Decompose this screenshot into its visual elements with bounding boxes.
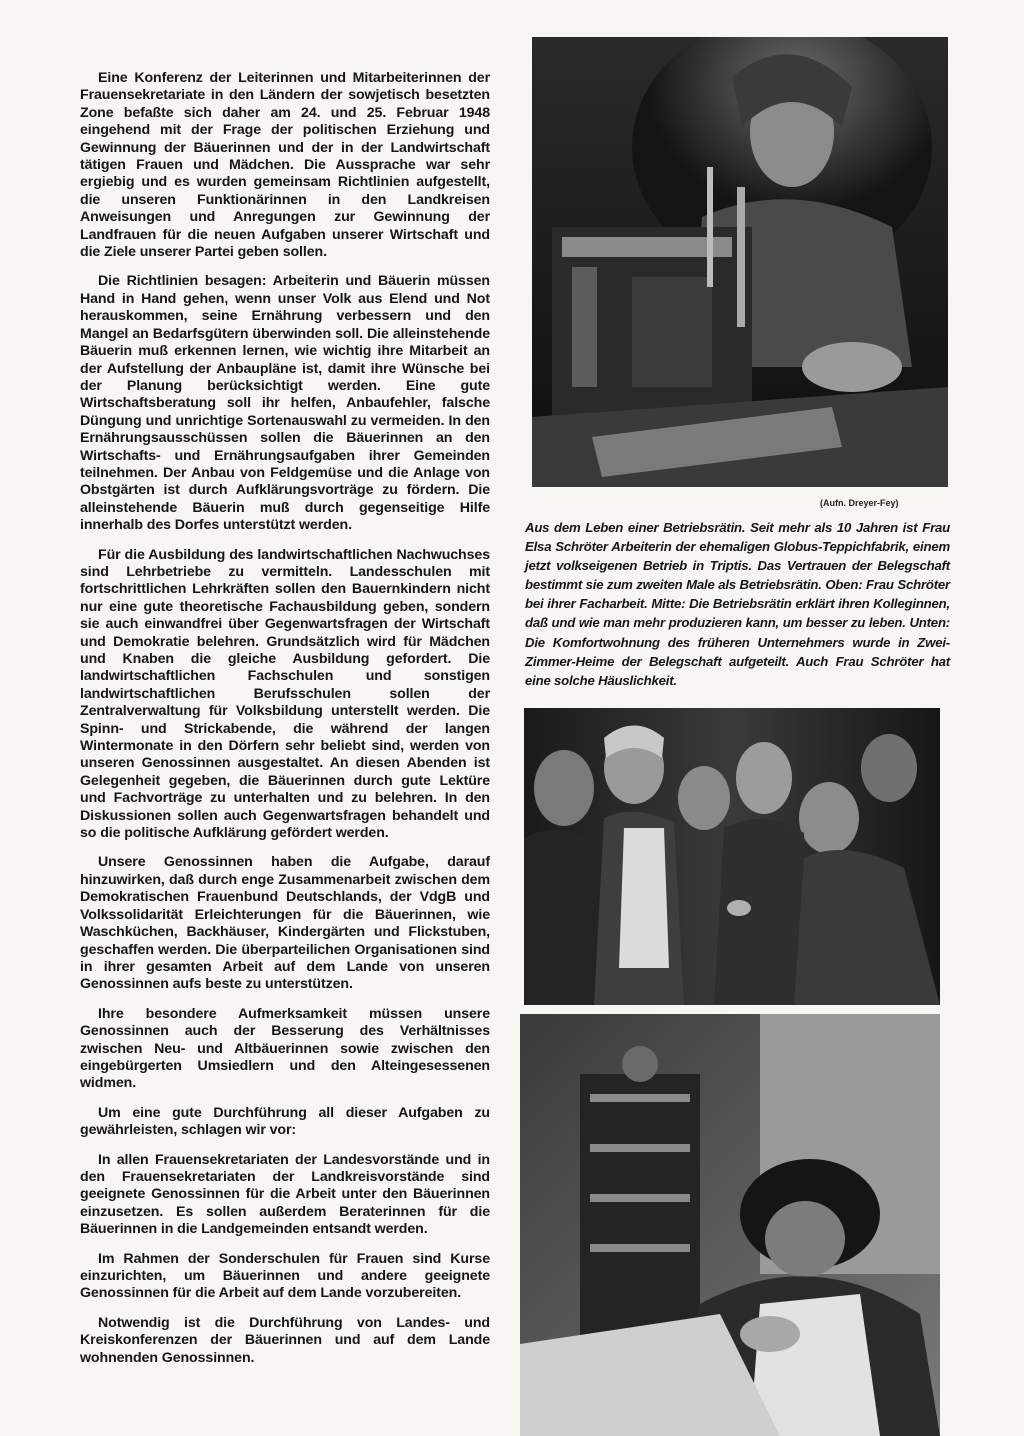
article-paragraph-3: Für die Ausbildung des landwirtschaftlichen Nachwuchses sind Lehrbetriebe zu vermitteln. Landesschulen mit fortschrittlichen Lehrkräften sollen den Bauernkindern nicht nur eine gute theoretische Fachausbildung geben, sondern sie auch einwandfrei über Gegenwartsfragen der Wirtschaft und Demokratie belehren. Grundsätzlich wird für Mädchen und Knaben die gleiche Ausbildung gefordert. Die landwirtschaftlichen Fachschulen und sonstigen landwirtschaftlichen Berufsschulen sollen der Zentralverwaltung für Volksbildung unterstellt werden. Die Spinn- und Strickabende, die während der langen Wintermonate in den Dörfern sehr beliebt sind, werden von unseren Genossinnen ausgestaltet. An diesen Abenden ist Gelegenheit gegeben, die Bäuerinnen durch gute Lektüre und Fachvorträge zu unterhalten und zu belehren. In den Diskussionen sollen auch Gegenwartsfragen behandelt und so die politische Aufklärung gefördert werden. [80,546,490,842]
article-paragraph-5: Ihre besondere Aufmerksamkeit müssen unsere Genossinnen auch der Besserung des Verhältnisses zwischen Neu- und Altbäuerinnen sowie zwischen den eingebürgerten Umsiedlern und den Alteingesessenen widmen. [80,1005,490,1092]
article-paragraph-7: In allen Frauensekretariaten der Landesvorstände und in den Frauensekretariaten der Landkreisvorstände sind geeignete Genossinnen für die Arbeit unter den Bäuerinnen einzusetzen. Es sollen außerdem Beraterinnen für die Bäuerinnen in die Landgemeinden entsandt werden. [80,1151,490,1238]
photo-credit: (Aufn. Dreyer-Fey) [820,498,899,508]
article-paragraph-2: Die Richtlinien besagen: Arbeiterin und Bäuerin müssen Hand in Hand gehen, wenn unser Volk aus Elend und Not herauskommen, seine Ernährung verbessern und den Mangel an Bedarfsgütern überwinden soll. Die alleinstehende Bäuerin muß erkennen lernen, wie wichtig ihre Mitarbeit an der Aufstellung der Anbaupläne ist, damit ihre Wünsche bei der Planung berücksichtigt werden. Eine gute Wirtschaftsberatung soll ihr helfen, Anbaufehler, falsche Düngung und unrichtige Sortenauswahl zu vermeiden. In den Ernährungsausschüssen sollen die Bäuerinnen an den Wirtschafts- und Ernährungsaufgaben ihrer Gemeinden teilnehmen. Der Anbau von Feldgemüse und die Anlage von Obstgärten ist durch Aufklärungsvorträge zu fördern. Die alleinstehende Bäuerin muß durch gegenseitige Hilfe innerhalb des Dorfes unterstützt werden. [80,273,490,534]
article-paragraph-4: Unsere Genossinnen haben die Aufgabe, darauf hinzuwirken, daß durch enge Zusammenarbeit zwischen dem Demokratischen Frauenbund Deutschlands, der VdgB und Volkssolidarität Erleichterungen für die Bäuerinnen, wie Waschküchen, Backhäuser, Kindergärten und Flickstuben, geschaffen werden. Die überparteilichen Organisationen sind in ihrer gesamten Arbeit auf dem Lande von unseren Genossinnen aufs beste zu unterstützen. [80,854,490,993]
photo-women-group [524,708,940,1005]
photo-woman-at-home [520,1014,940,1436]
article-column [80,70,490,1379]
article-paragraph-6: Um eine gute Durchführung all dieser Aufgaben zu gewährleisten, schlagen wir vor: [80,1104,490,1139]
photo-worker-at-machine [532,37,948,487]
article-paragraph-9: Notwendig ist die Durchführung von Landes- und Kreiskonferenzen der Bäuerinnen und auf dem Lande wohnenden Genossinnen. [80,1314,490,1366]
article-paragraph-1: Eine Konferenz der Leiterinnen und Mitarbeiterinnen der Frauensekretariate in den Ländern der sowjetisch besetzten Zone befaßte sich daher am 24. und 25. Februar 1948 eingehend mit der Frage der politischen Erziehung und Gewinnung der Bäuerinnen und der in der Landwirtschaft tätigen Frauen und Mädchen. Die Aussprache war sehr ergiebig und es wurden gemeinsam Richtlinien aufgestellt, die unseren Funktionärinnen in den Landkreisen Anweisungen und Anregungen zur Gewinnung der Landfrauen für die neuen Aufgaben unserer Wirtschaft und die Ziele unserer Partei geben sollen. [80,70,490,261]
photo-caption: Aus dem Leben einer Betriebsrätin. Seit mehr als 10 Jahren ist Frau Elsa Schröter Arbeiterin der ehemaligen Globus-Teppichfabrik, einem jetzt volkseigenen Betrieb in Triptis. Das Vertrauen der Belegschaft bestimmt sie zum zweiten Male als Betriebsrätin. Oben: Frau Schröter bei ihrer Facharbeit. Mitte: Die Betriebsrätin erklärt ihren Kolleginnen, daß und wie man mehr produzieren kann, um besser zu leben. Unten: Die Komfortwohnung des früheren Unternehmers wurde in Zwei-Zimmer-Heime der Belegschaft aufgeteilt. Auch Frau Schröter hat eine solche Häuslichkeit. [525,520,950,688]
article-paragraph-8: Im Rahmen der Sonderschulen für Frauen sind Kurse einzurichten, um Bäuerinnen und andere geeignete Genossinnen für die Arbeit auf dem Lande vorzubereiten. [80,1250,490,1302]
